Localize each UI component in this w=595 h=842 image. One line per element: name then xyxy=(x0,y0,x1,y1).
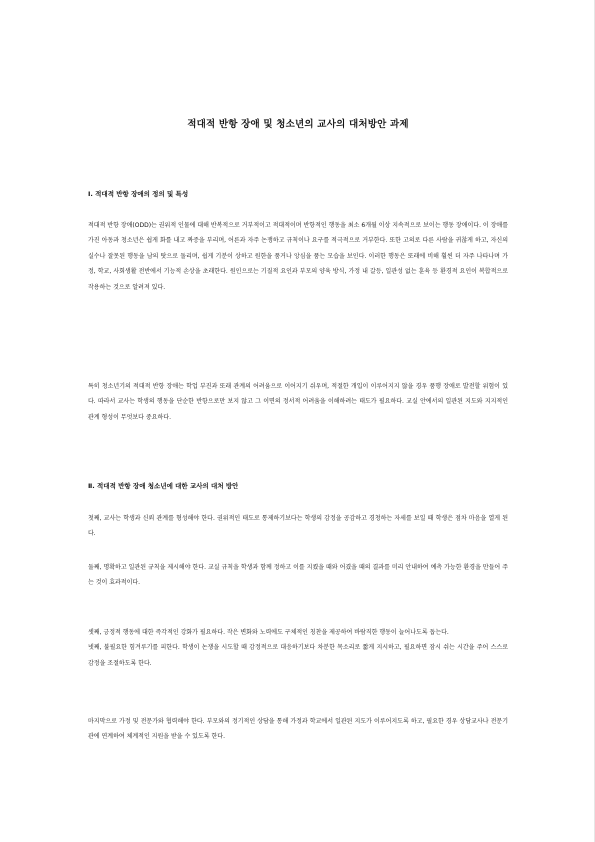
section-2-paragraph-2: 둘째, 명확하고 일관된 규칙을 제시해야 한다. 교실 규칙을 학생과 함께 정하고 이를 지켰을 때와 어겼을 때의 결과를 미리 안내하여 예측 가능한 환경을 만들어 주는 것이 효과적이다. xyxy=(88,564,508,587)
section-heading-1: Ⅰ. 적대적 반항 장애의 정의 및 특성 xyxy=(88,190,189,198)
section-2-paragraph-4: 마지막으로 가정 및 전문가와 협력해야 한다. 부모와의 정기적인 상담을 통해 가정과 학교에서 일관된 지도가 이루어지도록 하고, 필요한 경우 상담교사나 전문기관에 연계하여 체계적인 지원을 받을 수 있도록 한다. xyxy=(88,718,508,741)
section-2-paragraph-1: 첫째, 교사는 학생과 신뢰 관계를 형성해야 한다. 권위적인 태도로 통제하기보다는 학생의 감정을 공감하고 경청하는 자세를 보일 때 학생은 점차 마음을 열게 된다. xyxy=(88,515,508,538)
section-1-paragraph-2: 특히 청소년기의 적대적 반항 장애는 학업 부진과 또래 관계의 어려움으로 이어지기 쉬우며, 적절한 개입이 이루어지지 않을 경우 품행 장애로 발전할 위험이 있다. 따라서 교사는 학생의 행동을 단순한 반항으로만 보지 않고 그 이면의 정서적 어려움을 이해하려는 태도가 필요하다. 교실 안에서의 일관된 지도와 지지적인 관계 형성이 무엇보다 중요하다. xyxy=(88,383,508,421)
section-1-paragraph-1: 적대적 반항 장애(ODD)는 권위적 인물에 대해 반복적으로 거부적이고 적대적이며 반항적인 행동을 최소 6개월 이상 지속적으로 보이는 행동 장애이다. 이 장애를 가진 아동과 청소년은 쉽게 화를 내고 짜증을 부리며, 어른과 자주 논쟁하고 규칙이나 요구를 적극적으로 거부한다. 또한 고의로 다른 사람을 귀찮게 하고, 자신의 실수나 잘못된 행동을 남의 탓으로 돌리며, 쉽게 기분이 상하고 원한을 품거나 앙심을 품는 모습을 보인다. 이러한 행동은 또래에 비해 훨씬 더 자주 나타나며 가정, 학교, 사회생활 전반에서 기능적 손상을 초래한다. 원인으로는 기질적 요인과 부모의 양육 방식, 가정 내 갈등, 일관성 없는 훈육 등 환경적 요인이 복합적으로 작용하는 것으로 알려져 있다. xyxy=(88,222,508,291)
section-2-paragraph-3: 셋째, 긍정적 행동에 대한 즉각적인 강화가 필요하다. 작은 변화와 노력에도 구체적인 칭찬을 제공하여 바람직한 행동이 늘어나도록 돕는다. 넷째, 불필요한 힘겨루기를 피한다. 학생이 논쟁을 시도할 때 감정적으로 대응하기보다 차분한 목소리로 짧게 지시하고, 필요하면 잠시 쉬는 시간을 주어 스스로 감정을 조절하도록 한다. xyxy=(88,629,508,667)
section-heading-2: Ⅱ. 적대적 반항 장애 청소년에 대한 교사의 대처 방안 xyxy=(88,482,239,490)
document-title: 적대적 반항 장애 및 청소년의 교사의 대처방안 과제 xyxy=(187,119,409,130)
